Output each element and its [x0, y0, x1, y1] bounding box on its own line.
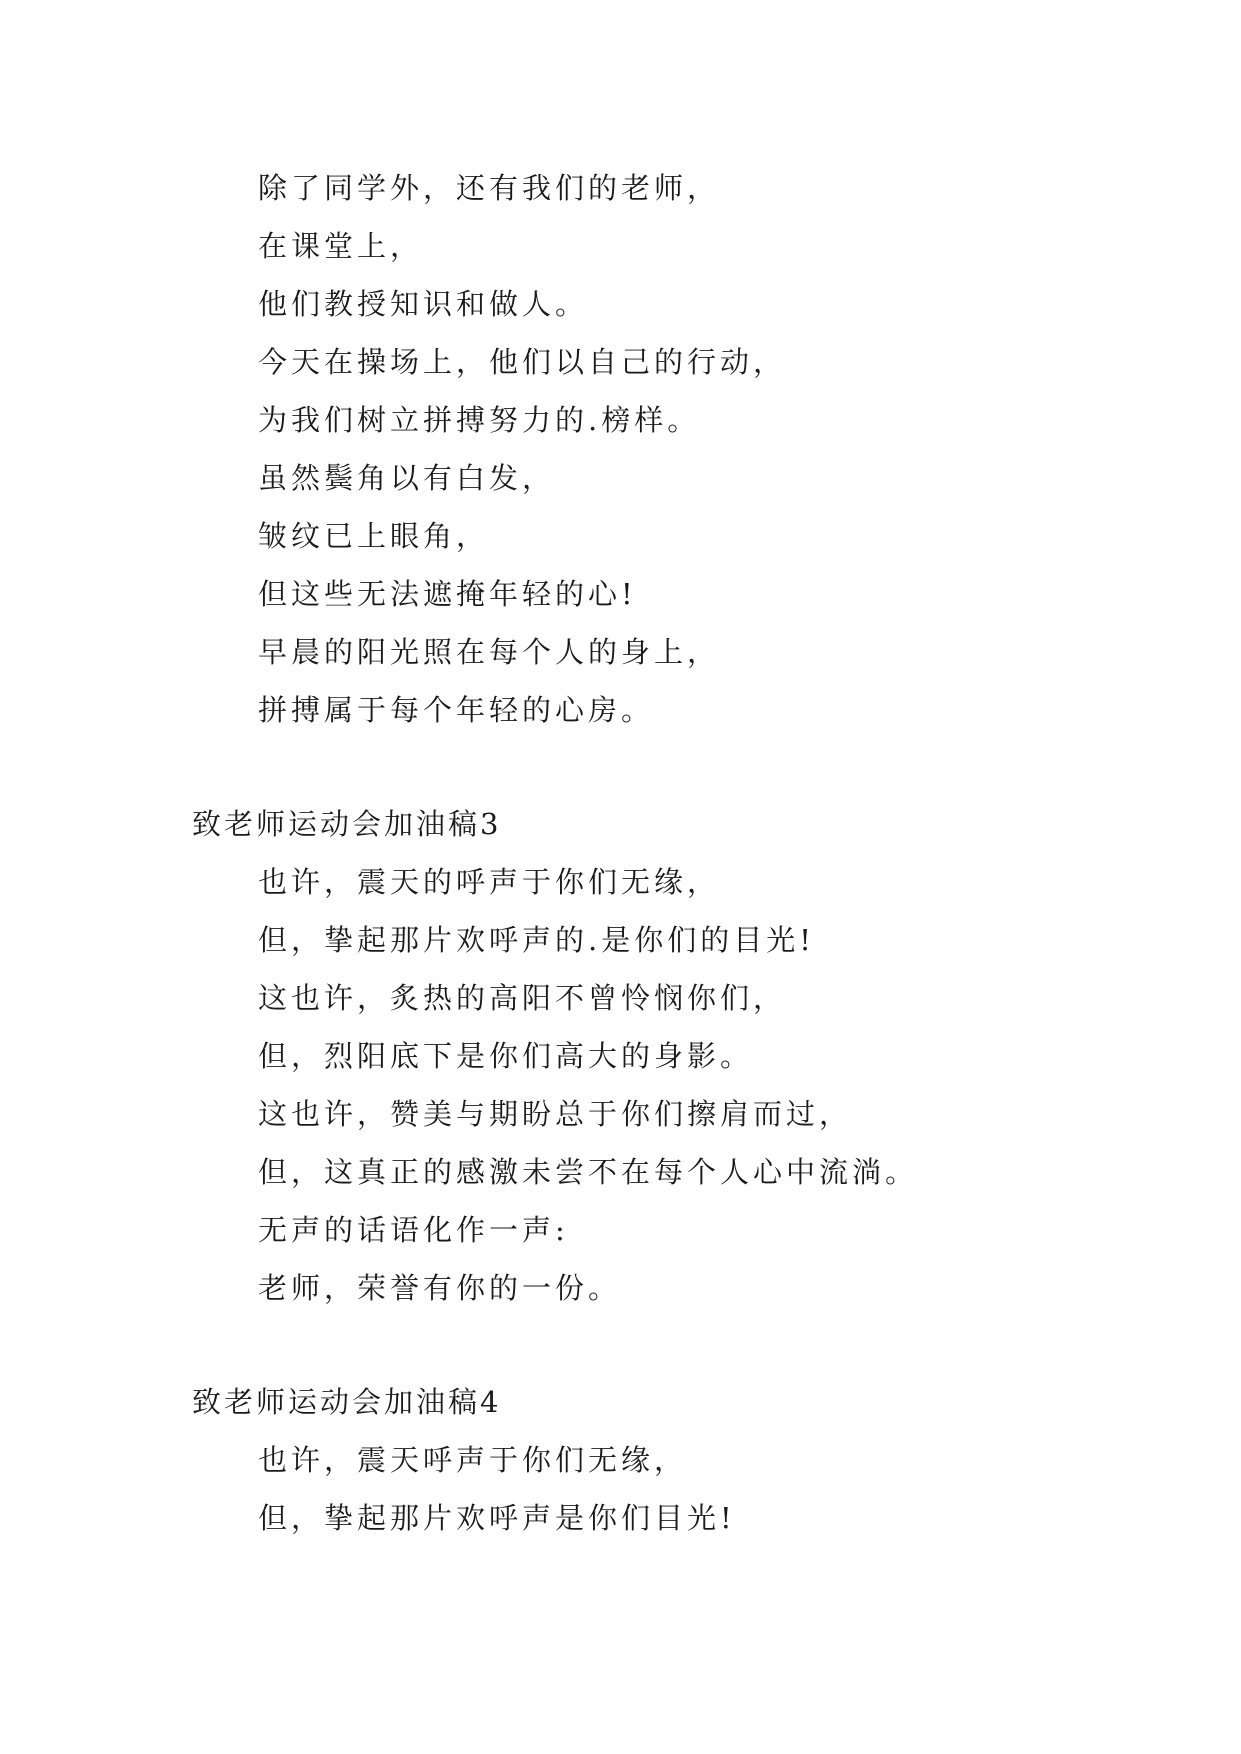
poem-line: 在课堂上，	[258, 229, 424, 263]
poem-line: 这也许，赞美与期盼总于你们擦肩而过，	[258, 1097, 853, 1131]
poem-line: 但，这真正的感激未尝不在每个人心中流淌。	[258, 1155, 919, 1189]
poem-line: 但，烈阳底下是你们高大的身影。	[258, 1039, 754, 1073]
poem-line: 但，挚起那片欢呼声的.是你们的目光!	[258, 923, 815, 957]
poem-line: 今天在操场上，他们以自己的行动，	[258, 345, 787, 379]
section-heading: 致老师运动会加油稿3	[192, 807, 502, 841]
poem-line: 无声的话语化作一声:	[258, 1213, 569, 1247]
poem-line: 但这些无法遮掩年轻的心!	[258, 577, 637, 611]
poem-line: 虽然鬓角以有白发，	[258, 461, 556, 495]
poem-line: 老师，荣誉有你的一份。	[258, 1271, 622, 1305]
poem-line: 为我们树立拼搏努力的.榜样。	[258, 403, 701, 437]
poem-line: 皱纹已上眼角，	[258, 519, 490, 553]
poem-line: 他们教授知识和做人。	[258, 287, 589, 321]
poem-line: 早晨的阳光照在每个人的身上，	[258, 635, 721, 669]
poem-line: 但，挚起那片欢呼声是你们目光!	[258, 1501, 736, 1535]
poem-line: 除了同学外，还有我们的老师，	[258, 171, 721, 205]
section-heading: 致老师运动会加油稿4	[192, 1385, 502, 1419]
poem-line: 也许，震天呼声于你们无缘，	[258, 1443, 688, 1477]
poem-line: 也许，震天的呼声于你们无缘，	[258, 865, 721, 899]
poem-line: 这也许，炙热的高阳不曾怜悯你们，	[258, 981, 787, 1015]
poem-line: 拼搏属于每个年轻的心房。	[258, 693, 655, 727]
